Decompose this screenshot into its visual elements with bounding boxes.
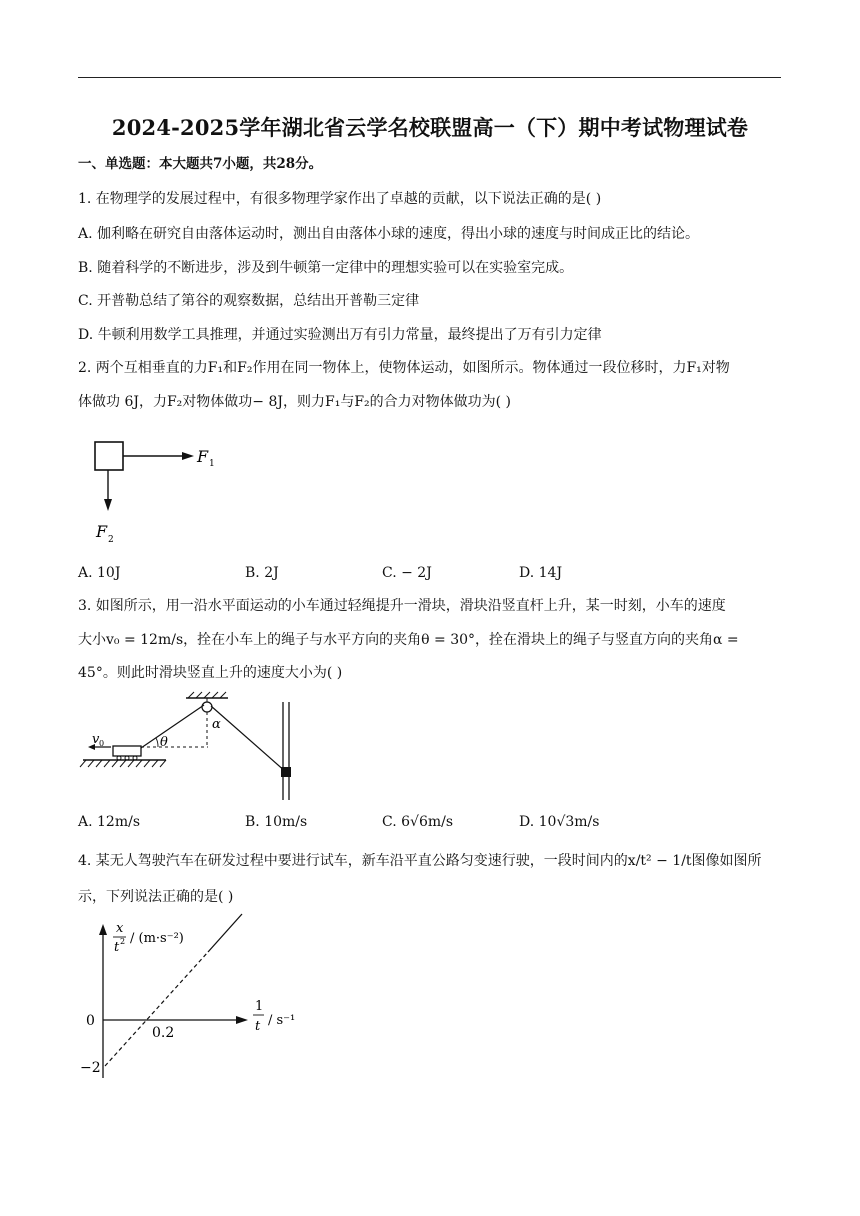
q3-option-c[interactable]: C. 6√6m/s (382, 814, 454, 830)
q3-option-d[interactable]: D. 10√3m/s (519, 814, 600, 830)
q3-stem-line3: 45°。则此时滑块竖直上升的速度大小为( ) (78, 665, 343, 681)
y-label-denominator: t (114, 940, 120, 955)
f2-label: F (96, 522, 108, 541)
cart-icon (113, 746, 141, 756)
v0-label: v (92, 732, 100, 747)
y-intercept-label: −2 (80, 1060, 101, 1076)
q1-stem: 1. 在物理学的发展过程中，有很多物理学家作出了卓越的贡献，以下说法正确的是( ) (78, 191, 602, 207)
q4-graph (78, 918, 318, 1088)
y-label-numerator: x (116, 921, 124, 936)
x-label-numerator: 1 (255, 999, 264, 1014)
origin-label: 0 (86, 1013, 95, 1029)
y-label-exponent: 2 (120, 937, 126, 946)
alpha-label: α (212, 717, 221, 732)
block-icon (95, 442, 123, 470)
q2-option-c[interactable]: C. − 2J (382, 565, 432, 581)
q3-stem-line2: 大小v₀ = 12m/s，拴在小车上的绳子与水平方向的夹角θ = 30°，拴在滑块上的绳子与竖直方向的夹角α = (78, 632, 739, 648)
f1-arrow-icon (182, 452, 194, 460)
x-intercept-label: 0.2 (152, 1025, 175, 1041)
graph-line-dashed (105, 952, 208, 1066)
q1-option-a[interactable]: A. 伽利略在研究自由落体运动时，测出自由落体小球的速度，得出小球的速度与时间成正比的结论。 (78, 226, 700, 242)
v0-subscript: 0 (99, 739, 105, 748)
q2-option-b[interactable]: B. 2J (245, 565, 279, 581)
q2-stem-line1: 2. 两个互相垂直的力F₁和F₂作用在同一物体上，使物体运动，如图所示。物体通过一段位移时，力F₁对物 (78, 360, 730, 376)
ground-hatch (80, 760, 166, 767)
q1-option-b[interactable]: B. 随着科学的不断进步，涉及到牛顿第一定律中的理想实验可以在实验室完成。 (78, 260, 574, 276)
q3-option-a[interactable]: A. 12m/s (78, 814, 141, 830)
theta-label: θ (160, 735, 168, 750)
q2-stem-line2: 体做功 6J，力F₂对物体做功− 8J，则力F₁与F₂的合力对物体做功为( ) (78, 394, 512, 410)
section-heading: 一、单选题：本大题共7小题，共28分。 (78, 156, 323, 172)
f1-subscript: 1 (209, 459, 215, 469)
q2-option-a[interactable]: A. 10J (78, 565, 121, 581)
y-label-unit: / (m·s⁻²) (130, 931, 184, 946)
f2-subscript: 2 (108, 535, 114, 545)
q4-stem-line2: 示，下列说法正确的是( ) (78, 889, 234, 905)
q1-option-d[interactable]: D. 牛顿利用数学工具推理，并通过实验测出万有引力常量，最终提出了万有引力定律 (78, 327, 602, 343)
y-axis-arrow-icon (99, 924, 107, 935)
q3-pulley-diagram (78, 690, 318, 805)
graph-line-solid (208, 914, 242, 952)
page-title: 2024-2025学年湖北省云学名校联盟高一（下）期中考试物理试卷 (111, 115, 749, 140)
q3-option-b[interactable]: B. 10m/s (245, 814, 308, 830)
q2-force-diagram (80, 430, 230, 550)
q4-stem-line1: 4. 某无人驾驶汽车在研发过程中要进行试车，新车沿平直公路匀变速行驶，一段时间内的x/t² − 1/t图像如图所 (78, 853, 762, 869)
f2-arrow-icon (104, 499, 112, 511)
x-axis-arrow-icon (236, 1016, 248, 1024)
x-label-denominator: t (255, 1019, 261, 1034)
q3-stem-line1: 3. 如图所示，用一沿水平面运动的小车通过轻绳提升一滑块，滑块沿竖直杆上升，某一时刻，小车的速度 (78, 598, 726, 614)
q1-option-c[interactable]: C. 开普勒总结了第谷的观察数据，总结出开普勒三定律 (78, 293, 420, 309)
ceiling-hatch (188, 692, 226, 698)
f1-label: F (197, 447, 209, 466)
header-rule (78, 77, 781, 78)
x-label-unit: / s⁻¹ (268, 1013, 296, 1028)
pulley-icon (202, 702, 212, 712)
q2-option-d[interactable]: D. 14J (519, 565, 563, 581)
slider-block-icon (281, 767, 291, 777)
